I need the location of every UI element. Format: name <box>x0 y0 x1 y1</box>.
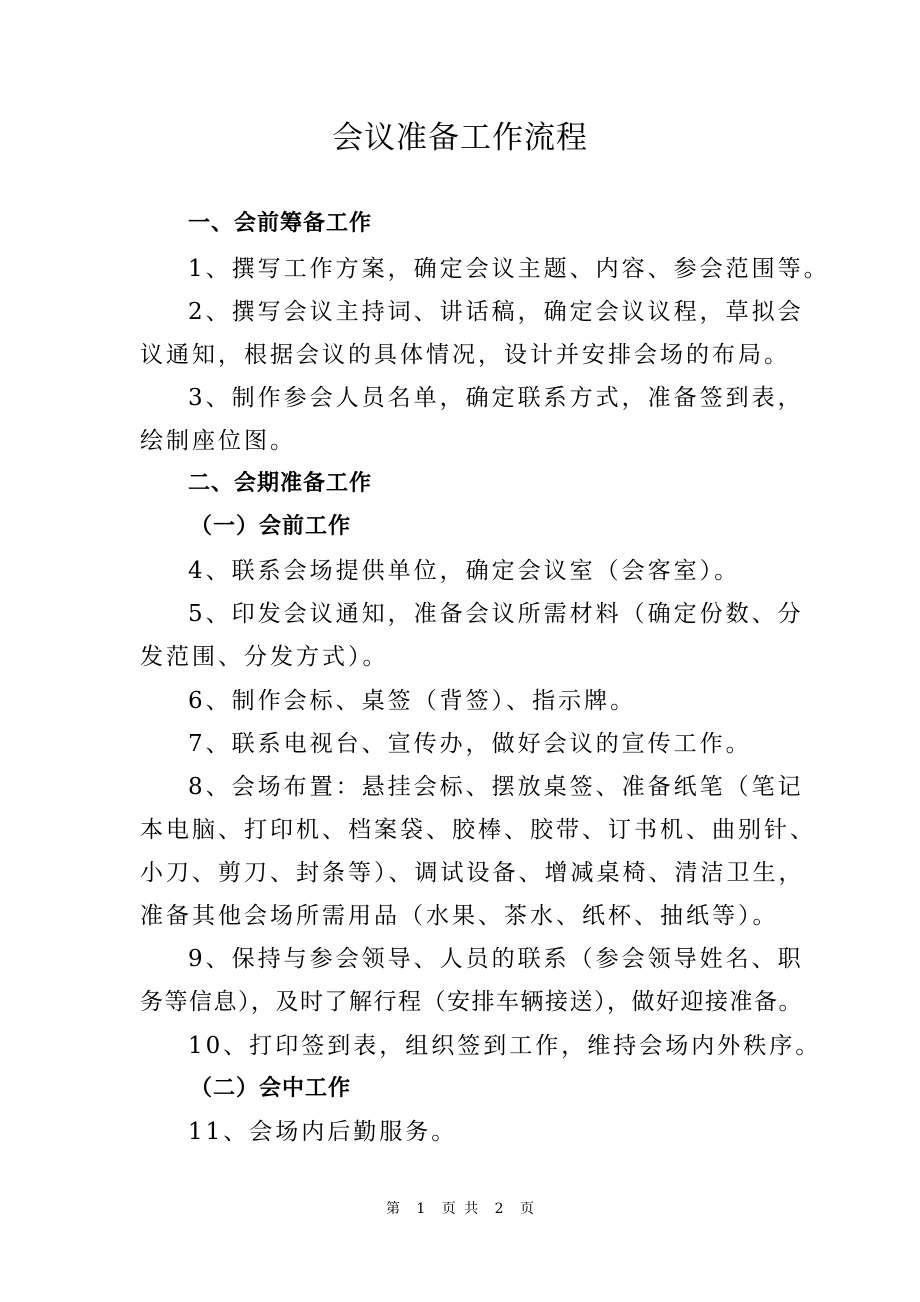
paragraph-line: 4、联系会场提供单位，确定会议室（会客室）。 <box>188 558 741 584</box>
page-label-suffix: 页 <box>520 1201 535 1217</box>
subsection-heading-2: （二）会中工作 <box>190 1076 352 1101</box>
section-heading-1: 一、会前筹备工作 <box>188 211 373 236</box>
paragraph-line: 7、联系电视台、宣传办，做好会议的宣传工作。 <box>188 731 752 757</box>
subsection-heading-1: （一）会前工作 <box>190 514 352 539</box>
paragraph-line: 6、制作会标、桌签（背签）、指示牌。 <box>188 688 637 714</box>
paragraph-line: 10、打印签到表，组织签到工作，维持会场内外秩序。 <box>188 1033 822 1059</box>
paragraph-line: 议通知，根据会议的具体情况，设计并安排会场的布局。 <box>140 342 790 368</box>
paragraph-line: 5、印发会议通知，准备会议所需材料（确定份数、分 <box>188 601 804 627</box>
page-label-mid: 页 共 <box>441 1201 479 1217</box>
page-label-prefix: 第 <box>385 1201 400 1217</box>
paragraph-line: 1、撰写工作方案，确定会议主题、内容、参会范围等。 <box>188 256 830 282</box>
paragraph-line: 8、会场布置：悬挂会标、摆放桌签、准备纸笔（笔记 <box>188 774 804 800</box>
paragraph-line: 3、制作参会人员名单，确定联系方式，准备签到表， <box>188 385 804 411</box>
paragraph-line: 准备其他会场所需用品（水果、茶水、纸杯、抽纸等）。 <box>140 903 779 929</box>
total-pages-number: 2 <box>494 1201 504 1217</box>
paragraph-line: 9、保持与参会领导、人员的联系（参会领导姓名、职 <box>188 946 804 972</box>
section-heading-2: 二、会期准备工作 <box>188 471 373 496</box>
paragraph-line: 发范围、分发方式）。 <box>140 644 389 670</box>
paragraph-line: 绘制座位图。 <box>140 428 296 454</box>
page-footer <box>0 1198 920 1218</box>
paragraph-line: 2、撰写会议主持词、讲话稿，确定会议议程，草拟会 <box>188 299 804 325</box>
paragraph-line: 务等信息），及时了解行程（安排车辆接送），做好迎接准备。 <box>140 989 803 1015</box>
paragraph-line: 小刀、剪刀、封条等）、调试设备、增减桌椅、清洁卫生， <box>140 860 805 886</box>
paragraph-line: 11、会场内后勤服务。 <box>188 1119 458 1145</box>
document-title: 会议准备工作流程 <box>332 120 588 156</box>
current-page-number: 1 <box>416 1201 426 1217</box>
paragraph-line: 本电脑、打印机、档案袋、胶棒、胶带、订书机、曲别针、 <box>140 817 816 843</box>
